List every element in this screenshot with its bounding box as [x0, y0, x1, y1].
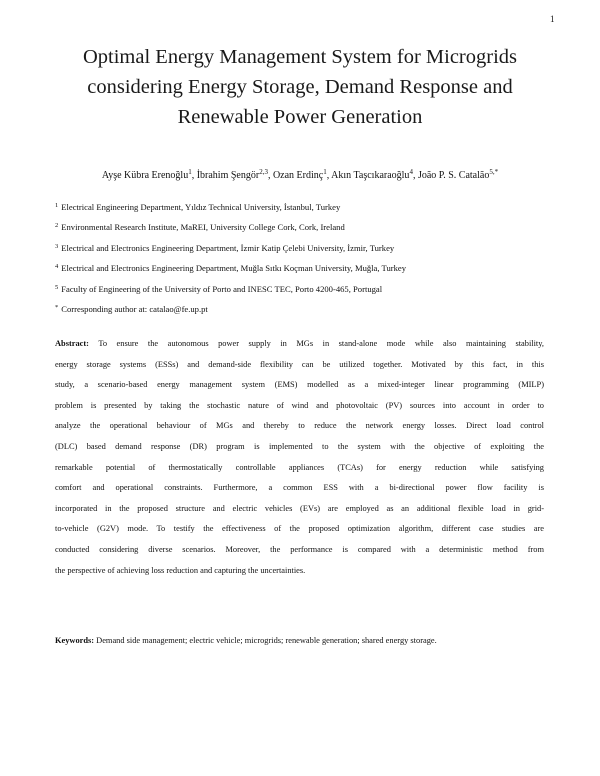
author-name: João P. S. Catalão — [417, 170, 490, 181]
affiliation — [55, 241, 555, 261]
abstract — [55, 334, 544, 581]
affiliation — [55, 282, 555, 302]
affiliation-mark: 5 — [55, 283, 59, 291]
author-affiliation-mark: 4 — [409, 168, 413, 176]
abstract-line: conducted considering diverse scenarios. Moreover, the performance is compared with a deterministic method from — [55, 544, 544, 554]
abstract-text: To ensure the autonomous power supply in MGs in stand-alone mode while also maintaining stability, — [98, 339, 544, 348]
author-name: İbrahim Şengör — [196, 170, 260, 181]
author-list: Ayşe Kübra Erenoğlu$^1$, İbrahim Şengör$^{2,3}$, Ozan Erdinç$^1$, Akın Taşcıkaraoğlu$^4$, João P. S. Catalão$^{5,*}$ — [101, 168, 499, 181]
title-line: Optimal Energy Management System for Microgrids — [82, 46, 518, 68]
abstract-label: Abstract: — [55, 339, 89, 348]
affiliation-text: Electrical and Electronics Engineering Department, Muğla Sıtkı Koçman University, Muğla, Turkey — [61, 263, 407, 274]
author-name: Akın Taşcıkaraoğlu — [331, 170, 410, 181]
affiliation — [55, 220, 555, 240]
author-affiliation-mark: 5,* — [489, 168, 499, 176]
author-affiliation-mark: 2,3 — [259, 168, 268, 176]
affiliation-text: Environmental Research Institute, MaREI, University College Cork, Cork, Ireland — [61, 222, 345, 233]
keywords-label: Keywords: — [55, 636, 95, 645]
abstract-line: energy storage systems (ESSs) and demand-side flexibility can be utilized together. Motivated by this fact, in this — [55, 359, 544, 369]
affiliation-mark: 4 — [55, 263, 59, 271]
affiliation-text: Corresponding author at: catalao@fe.up.pt — [61, 303, 208, 314]
keywords — [55, 634, 544, 648]
affiliation-mark: 2 — [55, 222, 59, 230]
author-affiliation-mark: 1 — [188, 168, 192, 176]
abstract-line: (DLC) based demand response (DR) program is implemented to the system with the objective of exploiting the — [55, 441, 544, 451]
affiliation — [55, 200, 555, 220]
affiliation-text: Electrical Engineering Department, Yıldız Technical University, İstanbul, Turkey — [61, 202, 341, 212]
title-line: considering Energy Storage, Demand Response and — [87, 76, 513, 98]
affiliation-mark: 1 — [55, 202, 59, 209]
abstract-line — [55, 334, 544, 355]
affiliation-mark: * — [55, 303, 59, 311]
affiliation-text: Faculty of Engineering of the University of Porto and INESC TEC, Porto 4200-465, Portugal — [61, 283, 383, 294]
abstract-line: incorporated in the proposed structure and electric vehicles (EVs) are employed as an additional flexible load in grid- — [55, 503, 544, 513]
abstract-line: study, a scenario-based energy management system (EMS) modelled as a mixed-integer linear programming (MILP) — [55, 380, 544, 390]
corresponding-author — [55, 302, 555, 322]
author-name: Ayşe Kübra Erenoğlu — [101, 170, 189, 181]
abstract-line: problem is presented by taking the stochastic nature of wind and photovoltaic (PV) sources into account in order to — [55, 400, 544, 410]
abstract-line: the perspective of achieving loss reduction and capturing the uncertainties. — [55, 565, 306, 575]
page-number: 1 — [550, 14, 555, 24]
title-line: Renewable Power Generation — [177, 106, 423, 128]
abstract-line: to-vehicle (G2V) mode. To testify the effectiveness of the proposed optimization algorithm, different case studies are — [55, 524, 544, 534]
abstract-line: remarkable potential of thermostatically controllable appliances (TCAs) for energy reduction while satisfying — [55, 462, 544, 472]
affiliation-text: Electrical and Electronics Engineering Department, İzmir Katip Çelebi University, İzmir, Turkey — [61, 242, 395, 253]
keywords-text: Demand side management; electric vehicle; microgrids; renewable generation; shared energy storage. — [96, 636, 437, 645]
abstract-line: analyze the operational behaviour of MGs and thereby to reduce the network energy losses. Direct load control — [55, 421, 544, 431]
abstract-line: comfort and operational constraints. Furthermore, a common ESS with a bi-directional power flow facility is — [55, 483, 544, 493]
author-affiliation-mark: 1 — [323, 168, 327, 176]
paper-title — [40, 42, 560, 132]
affiliation-list — [55, 200, 555, 322]
author-name: Ozan Erdinç — [272, 170, 324, 181]
affiliation-mark: 3 — [55, 242, 59, 250]
affiliation — [55, 261, 555, 281]
